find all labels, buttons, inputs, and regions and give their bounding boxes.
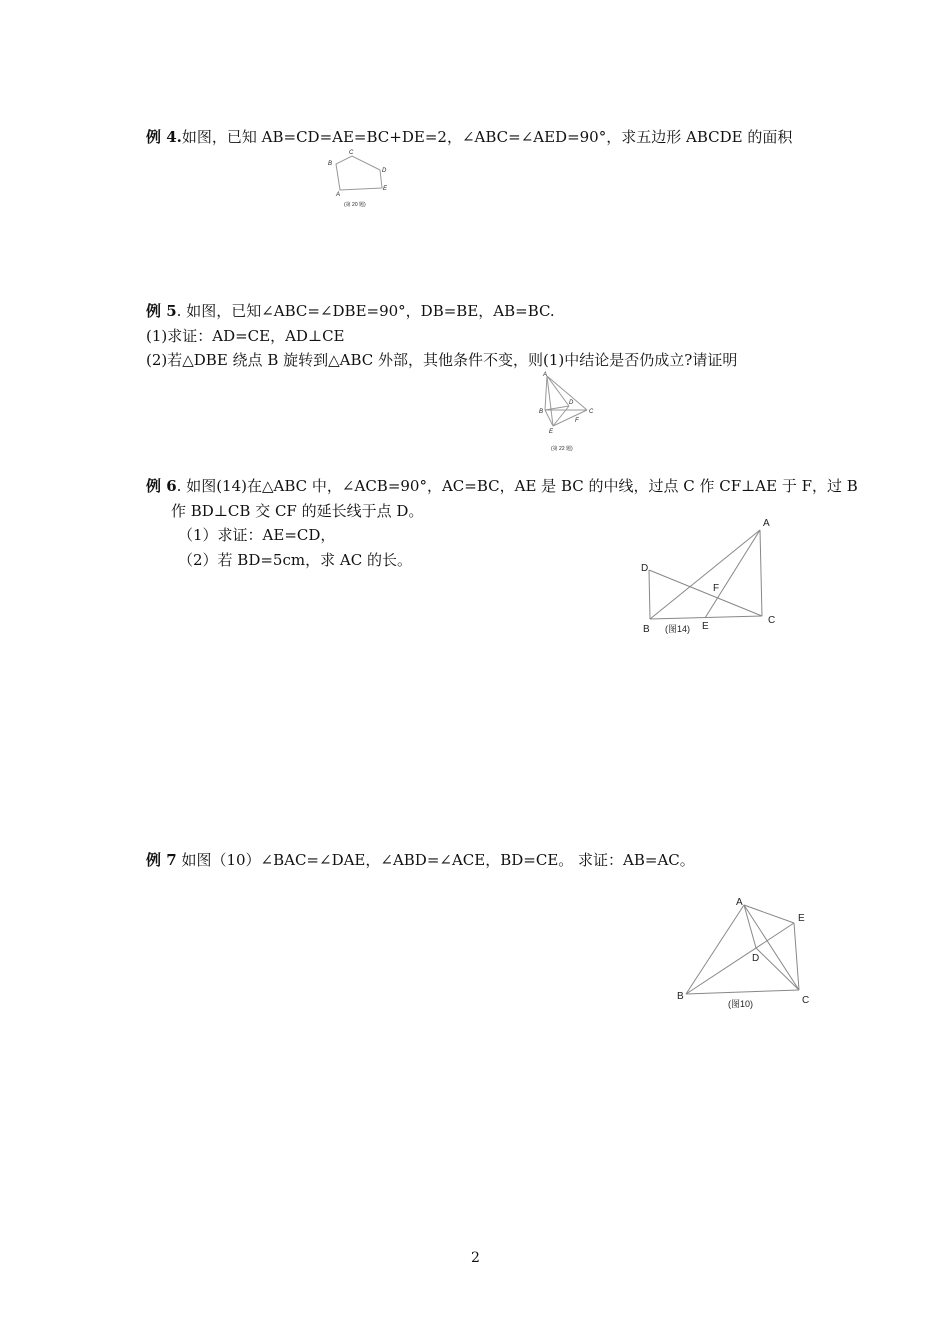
- example-5-statement: [146, 301, 555, 321]
- point-e-label: E: [383, 186, 388, 192]
- point-a-label: A: [543, 372, 548, 378]
- point-d-label: D: [569, 400, 574, 406]
- example-7-label: 例 7: [146, 851, 177, 869]
- point-c-label: C: [349, 150, 354, 156]
- page-number: 2: [471, 1250, 480, 1266]
- point-e-label: E: [798, 913, 805, 924]
- example-5-part-2: (2)若△DBE 绕点 B 旋转到△ABC 外部，其他条件不变，则(1)中结论是否仍成立?请证明: [146, 351, 738, 369]
- example-5-label: 例 5: [146, 302, 177, 320]
- point-b-label: B: [539, 409, 544, 415]
- point-b-label: B: [328, 161, 333, 167]
- example-6-text: . 如图(14)在△ABC 中，∠ACB=90°，AC=BC，AE 是 BC 的中线，过点 C 作 CF⊥AE 于 F，过 B: [176, 477, 858, 495]
- example-7-figure-10: [672, 890, 822, 1020]
- example-4-pentagon-figure: [322, 148, 402, 208]
- pentagon-abcde: [336, 156, 382, 190]
- figure-caption: (图10): [728, 999, 754, 1009]
- point-e-label: E: [702, 621, 709, 632]
- point-b-label: B: [677, 991, 684, 1002]
- point-f-label: F: [575, 418, 579, 424]
- example-7-text: 如图（10）∠BAC=∠DAE，∠ABD=∠ACE，BD=CE。 求证：AB=AC。: [176, 851, 695, 869]
- example-6-label: 例 6: [146, 477, 177, 495]
- example-5-part-1: (1)求证：AD=CE，AD⊥CE: [146, 327, 345, 345]
- example-5-triangle-figure: [535, 370, 605, 460]
- figure-caption: (第 22 题): [551, 446, 573, 452]
- point-a-label: A: [763, 518, 770, 529]
- point-c-label: C: [589, 409, 594, 415]
- example-6-figure-14: [635, 513, 785, 643]
- example-6-part-1: （1）求证：AE=CD，: [178, 526, 336, 544]
- point-c-label: C: [768, 615, 776, 626]
- point-f-label: F: [713, 583, 720, 594]
- example-4-text: 如图，已知 AB=CD=AE=BC+DE=2，∠ABC=∠AED=90°，求五边形 ABCDE 的面积: [181, 128, 793, 146]
- figure-caption: (第 20 题): [344, 202, 366, 208]
- example-6-statement: [146, 476, 858, 496]
- example-5-text: . 如图，已知∠ABC=∠DBE=90°，DB=BE，AB=BC.: [176, 302, 555, 320]
- point-b-label: B: [643, 624, 650, 635]
- point-a-label: A: [336, 192, 341, 198]
- point-e-label: E: [549, 429, 554, 435]
- point-d-label: D: [641, 563, 649, 574]
- example-4-label: 例 4.: [146, 128, 182, 146]
- point-c-label: C: [802, 995, 810, 1006]
- example-7-statement: [146, 850, 695, 870]
- point-a-label: A: [736, 897, 743, 908]
- example-6-part-2: （2）若 BD=5cm，求 AC 的长。: [178, 551, 412, 569]
- point-d-label: D: [752, 953, 760, 964]
- example-6-statement-cont: 作 BD⊥CB 交 CF 的延长线于点 D。: [171, 502, 424, 520]
- figure-caption: (图14): [665, 624, 691, 634]
- point-d-label: D: [382, 168, 387, 174]
- example-4-statement: [146, 127, 792, 147]
